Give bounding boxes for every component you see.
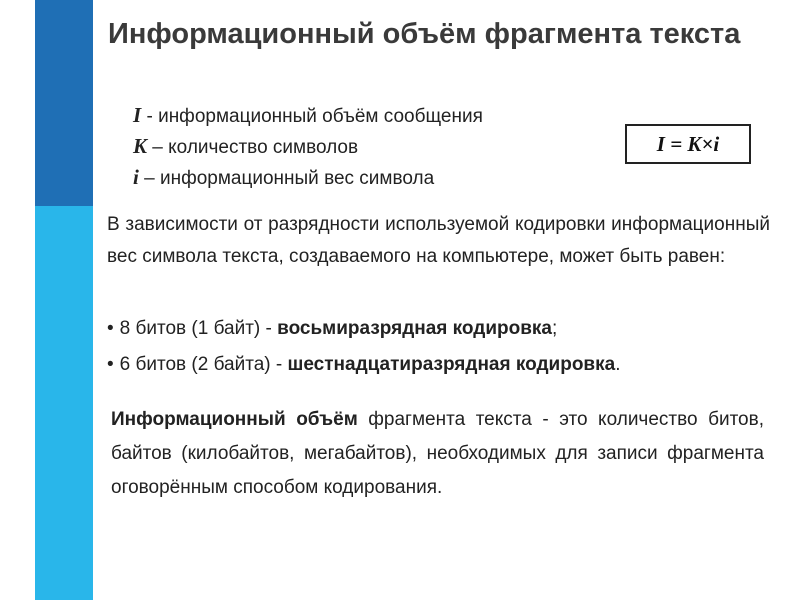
definition-term: Информационный объём xyxy=(111,409,358,430)
slide-title: Информационный объём фрагмента текста xyxy=(108,18,741,50)
definition-text: количество символов xyxy=(168,137,359,158)
bullet-suffix: . xyxy=(615,354,621,375)
definition-text: информационный вес символа xyxy=(159,168,435,189)
explanation-paragraph: В зависимости от разрядности используемой кодировки информационный вес символа текста, создаваемого на компьютере, может быть равен: xyxy=(107,214,770,267)
encoding-bullet-list xyxy=(107,314,777,380)
definition-row xyxy=(133,131,603,162)
bullet-bold-text: шестнадцатиразрядная кодировка xyxy=(287,354,616,375)
formula-box: I = K×i xyxy=(625,124,751,164)
definition-paragraph xyxy=(111,403,764,505)
definition-separator: - xyxy=(141,106,159,127)
definition-symbol: K xyxy=(133,134,148,158)
bullet-marker: • xyxy=(107,354,114,375)
bullet-bold-text: восьмиразрядная кодировка xyxy=(277,318,552,339)
definition-text: информационный объём сообщения xyxy=(158,106,483,127)
bullet-item xyxy=(107,350,777,380)
bullet-prefix: 6 битов (2 байта) - xyxy=(119,354,288,375)
definition-separator: – xyxy=(147,137,169,158)
definition-symbol: I xyxy=(133,103,142,127)
bullet-item xyxy=(107,314,777,344)
definition-row xyxy=(133,100,603,131)
definition-body: фрагмента текста - это количество битов, байтов (килобайтов, мегабайтов), необходимых для записи фрагмента оговорённым способом кодирования. xyxy=(111,409,764,498)
definition-symbol: i xyxy=(133,165,139,189)
decorative-bar-light xyxy=(35,206,93,600)
decorative-bar-dark xyxy=(35,0,93,206)
definition-separator: – xyxy=(138,168,160,189)
definitions-list xyxy=(133,100,603,193)
bullet-prefix: 8 битов (1 байт) - xyxy=(119,318,278,339)
bullet-suffix: ; xyxy=(552,318,558,339)
definition-row xyxy=(133,162,603,193)
bullet-marker: • xyxy=(107,318,114,339)
